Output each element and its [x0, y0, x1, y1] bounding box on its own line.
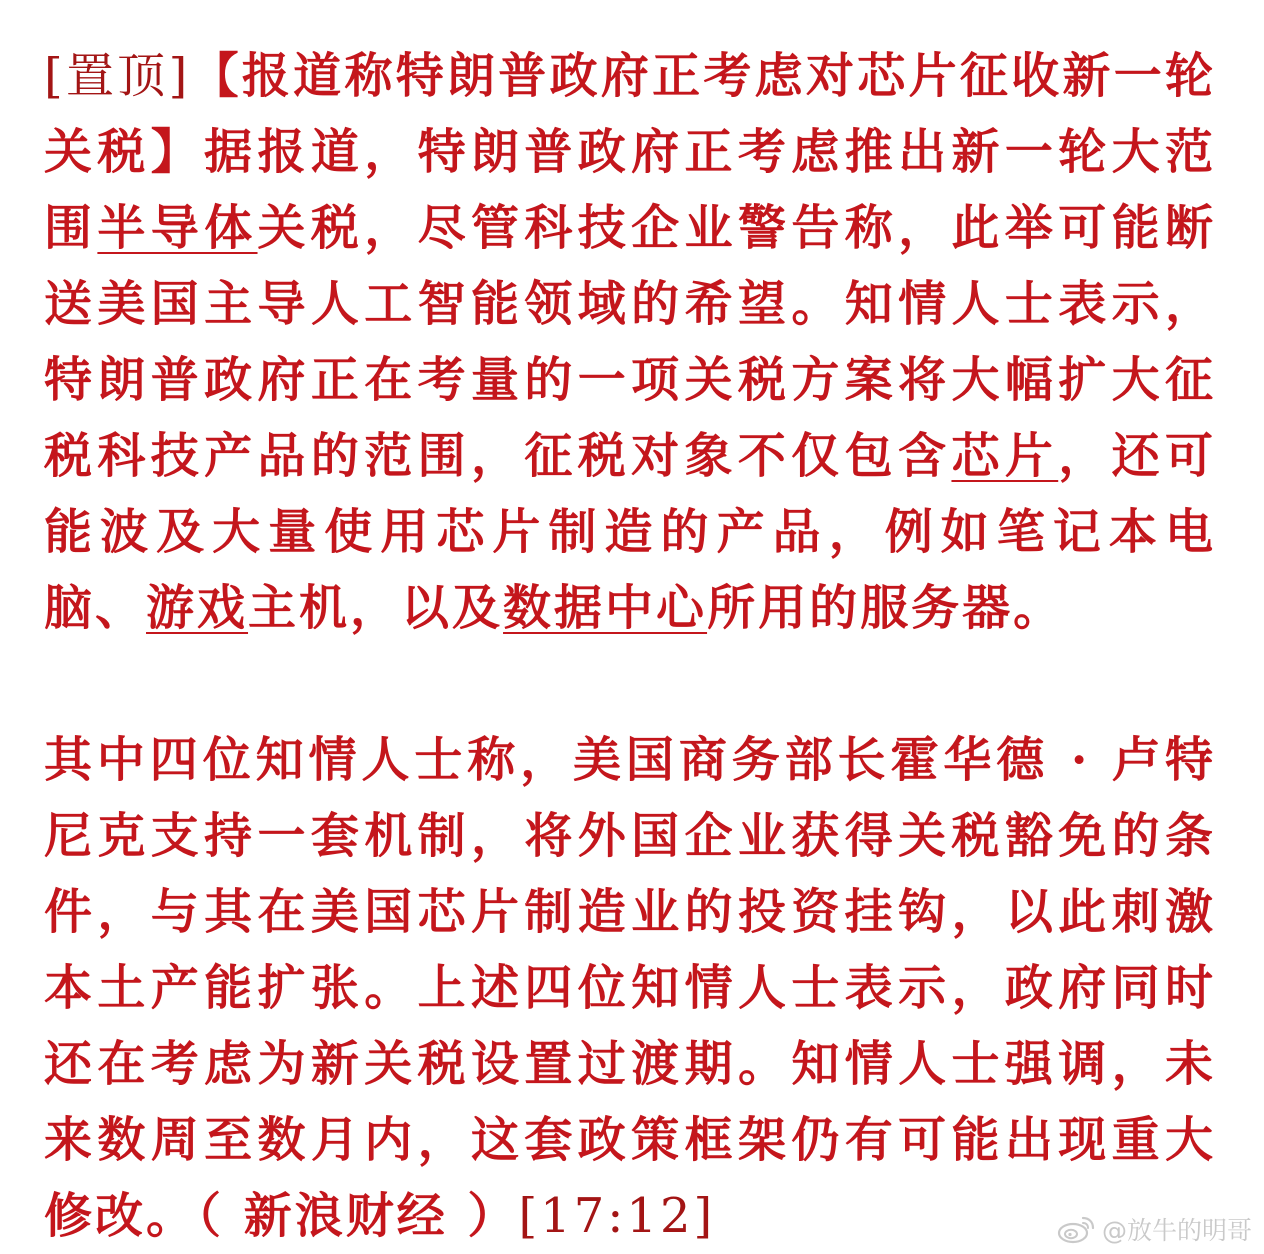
datacenter-link[interactable]: 数据中心 [503, 580, 708, 636]
body-text: 据报道，特朗普政府正考虑推出新一轮大范围 [44, 124, 1216, 256]
semiconductor-link[interactable]: 半导体 [97, 200, 258, 256]
pinned-tag: [置顶] [44, 48, 191, 104]
paragraph-1 [44, 38, 1216, 646]
article-body [44, 38, 1216, 1254]
watermark-handle: @放牛的明哥 [1101, 1216, 1252, 1245]
headline: 【报道称特朗普政府正考虑对芯片征收新一轮关税】 [44, 48, 1216, 180]
weibo-logo-icon [1056, 1214, 1096, 1244]
body-text: 关税，尽管科技企业警告称，此举可能断送美国主导人工智能领域的希望。知情人士表示，特朗普政府正在考量的一项关税方案将大幅扩大征税科技产品的范围，征税对象不仅包含 [44, 200, 1216, 484]
body-text: 主机，以及 [248, 580, 504, 636]
paragraph-2 [44, 722, 1216, 1254]
game-link[interactable]: 游戏 [146, 580, 249, 636]
chip-link[interactable]: 芯片 [951, 428, 1059, 484]
body-text: 所用的服务器。 [707, 580, 1065, 636]
watermark [1056, 1211, 1252, 1247]
timestamp: [17:12] [518, 1188, 716, 1244]
body-text: 其中四位知情人士称，美国商务部长霍华德 · 卢特尼克支持一套机制，将外国企业获得关税豁免的条件，与其在美国芯片制造业的投资挂钩，以此刺激本土产能扩张。上述四位知情人士表示，政府同时还在考虑为新关税设置过渡期。知情人士强调，未来数周至数月内，这套政策框架仍有可能出现重大修改。（ 新浪财经 ） [44, 732, 1216, 1244]
body-text: ，还可能波及大量使用芯片制造的产品，例如笔记本电脑、 [44, 428, 1216, 636]
